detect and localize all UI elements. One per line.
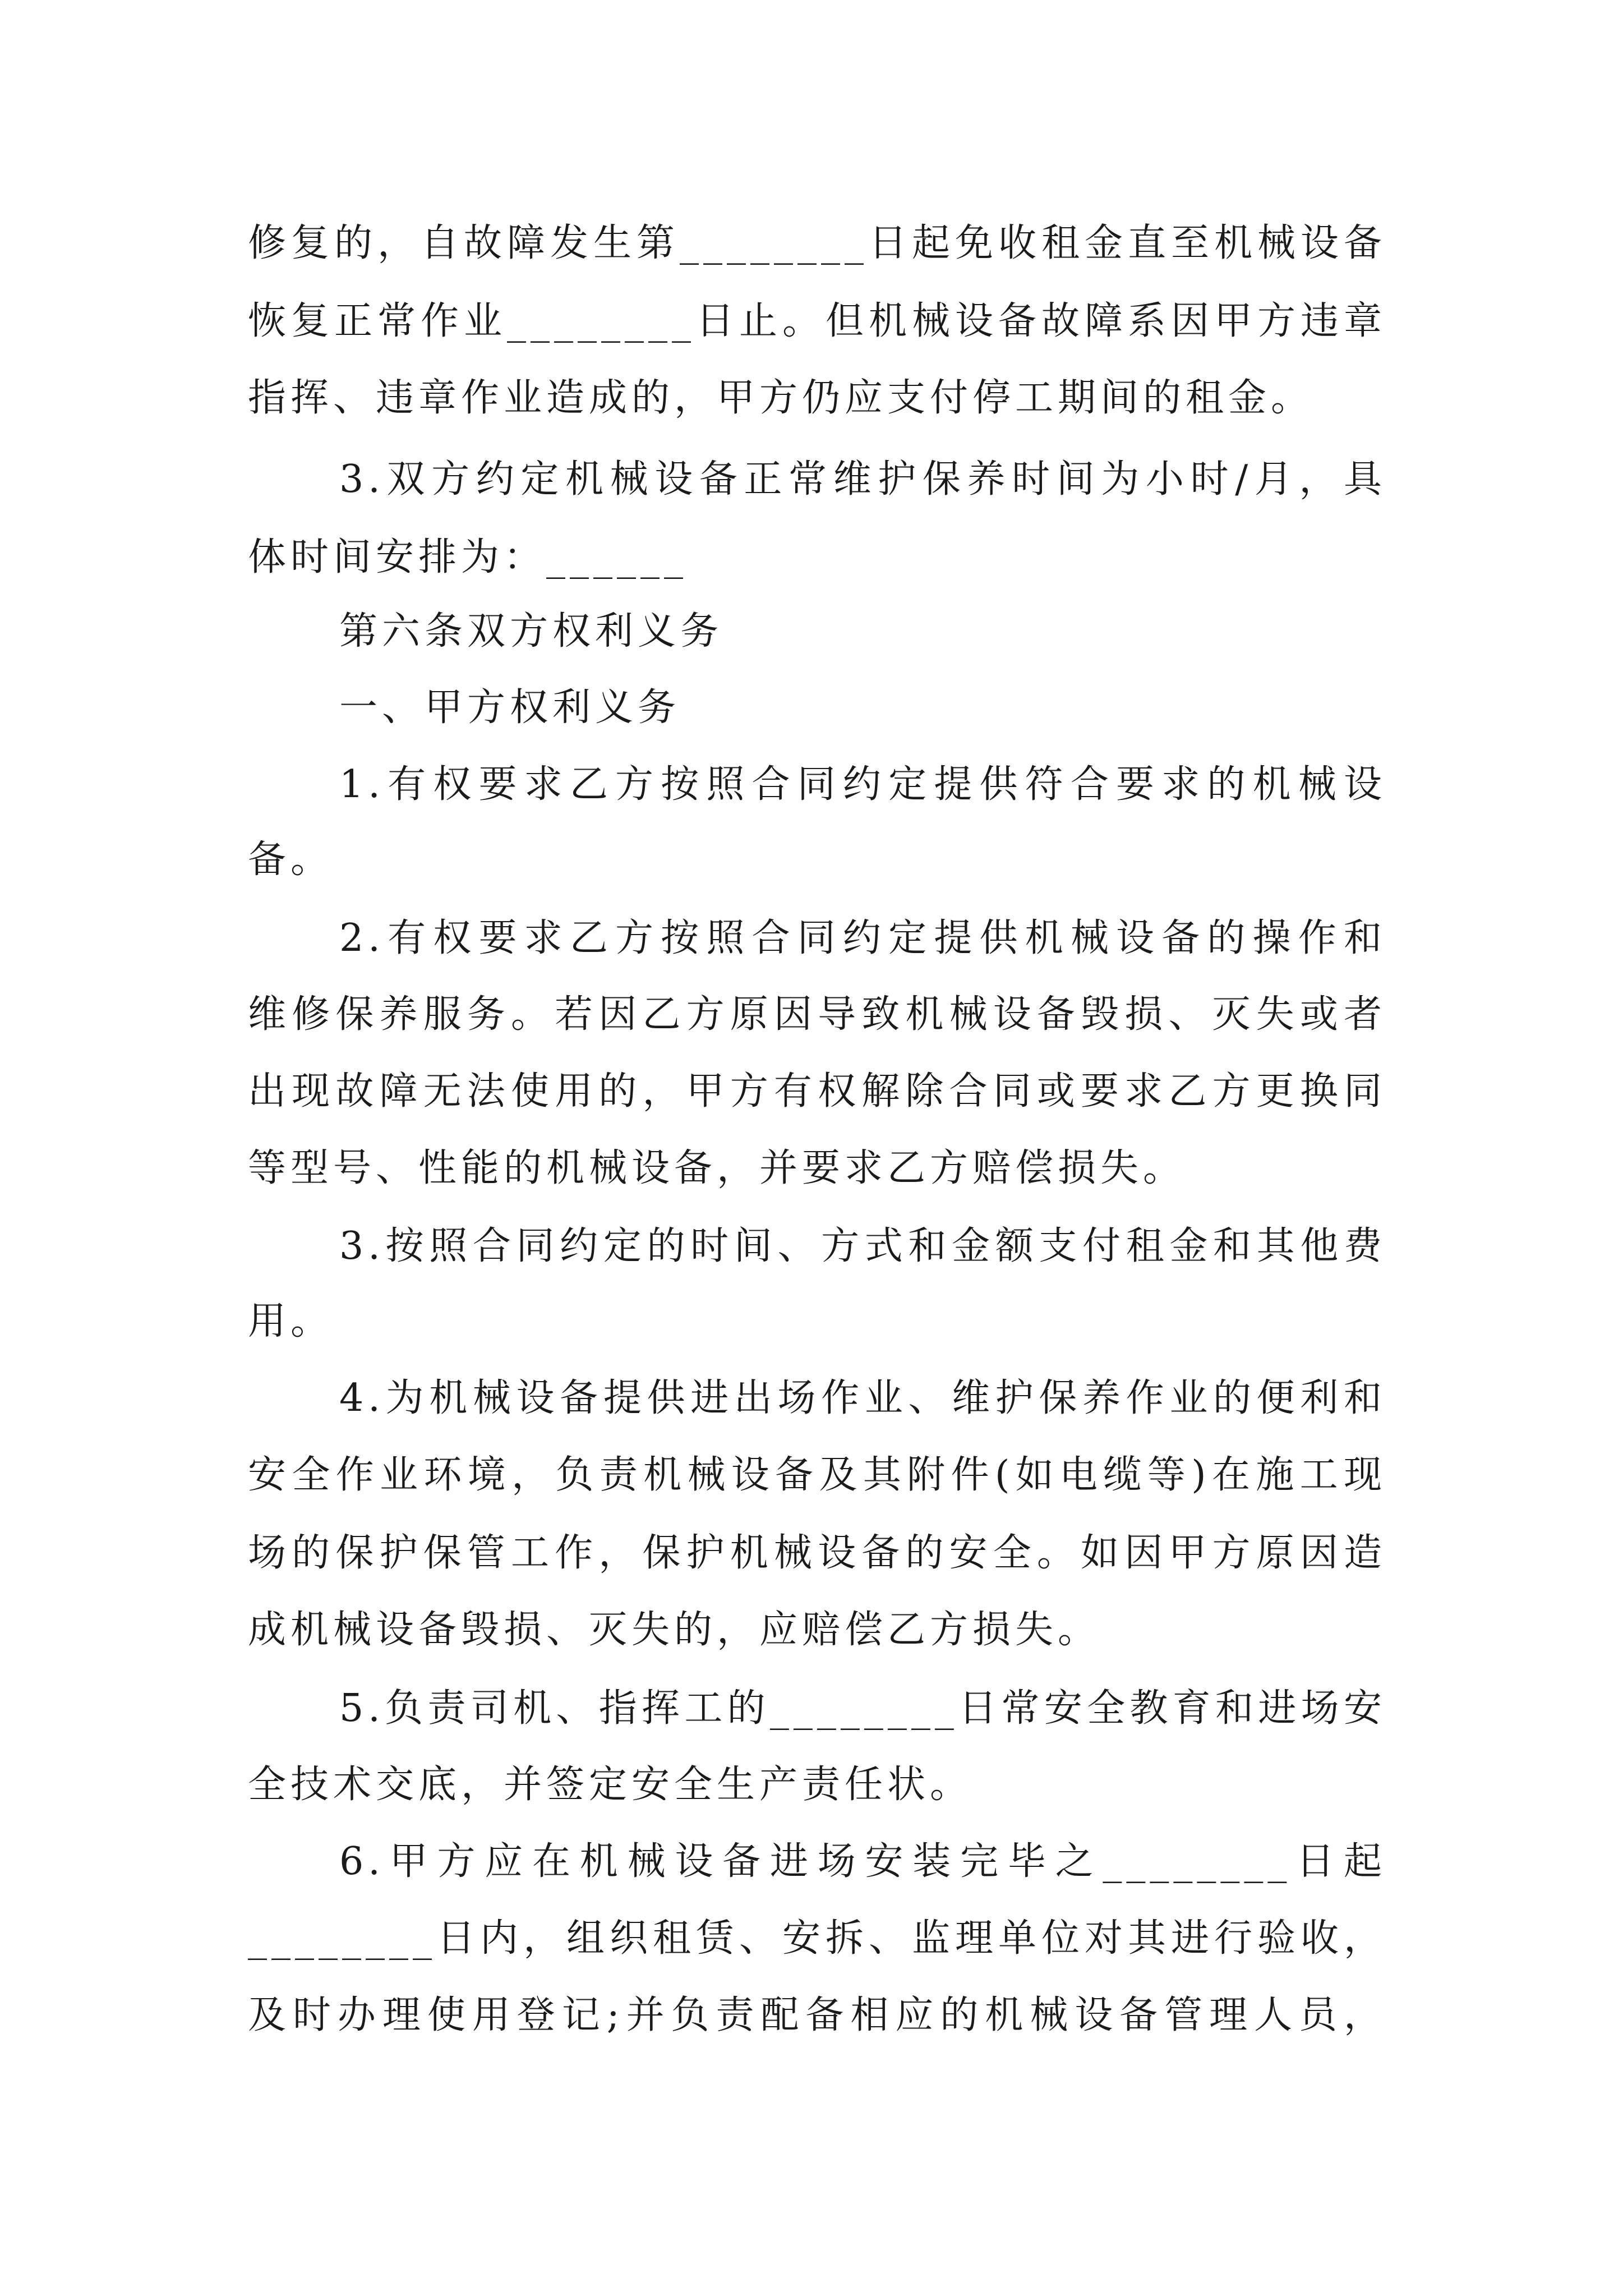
clause-2-line: 2.有权要求乙方按照合同约定提供机械设备的操作和 [339, 916, 1386, 960]
paragraph-line: 安全作业环境，负责机械设备及其附件(如电缆等)在施工现 [248, 1453, 1386, 1497]
clause-4-line: 4.为机械设备提供进出场作业、维护保养作业的便利和 [339, 1376, 1386, 1420]
clause-5-line: 5.负责司机、指挥工的________日常安全教育和进场安 [339, 1686, 1386, 1731]
clause-6-line: 6.甲方应在机械设备进场安装完毕之________日起 [339, 1839, 1386, 1884]
clause-3-line: 3.按照合同约定的时间、方式和金额支付租金和其他费 [339, 1224, 1386, 1268]
paragraph-line: 及时办理使用登记;并负责配备相应的机械设备管理人员， [248, 1993, 1386, 2037]
clause-3-line: 3.双方约定机械设备正常维护保养时间为小时/月，具 [339, 457, 1386, 501]
clause-1-line: 1.有权要求乙方按照合同约定提供符合要求的机械设 [339, 762, 1386, 807]
paragraph-line: 备。 [248, 838, 334, 882]
paragraph-line: 全技术交底，并签定安全生产责任状。 [248, 1763, 973, 1807]
paragraph-line: 维修保养服务。若因乙方原因导致机械设备毁损、灭失或者 [248, 992, 1386, 1037]
paragraph-line: ________日内，组织租赁、安拆、监理单位对其进行验收， [248, 1916, 1386, 1961]
paragraph-line: 场的保护保管工作，保护机械设备的安全。如因甲方原因造 [248, 1531, 1386, 1575]
section-heading: 一、甲方权利义务 [339, 685, 681, 730]
paragraph-line: 修复的，自故障发生第________日起免收租金直至机械设备 [248, 221, 1386, 265]
paragraph-line: 出现故障无法使用的，甲方有权解除合同或要求乙方更换同 [248, 1069, 1386, 1114]
paragraph-line: 用。 [248, 1299, 334, 1343]
paragraph-line: 恢复正常作业________日止。但机械设备故障系因甲方违章 [248, 299, 1386, 343]
article-heading: 第六条双方权利义务 [339, 609, 723, 654]
paragraph-line: 成机械设备毁损、灭失的，应赔偿乙方损失。 [248, 1608, 1101, 1652]
paragraph-line: 等型号、性能的机械设备，并要求乙方赔偿损失。 [248, 1146, 1186, 1190]
paragraph-line: 体时间安排为：______ [248, 535, 688, 579]
paragraph-line: 指挥、违章作业造成的，甲方仍应支付停工期间的租金。 [248, 376, 1314, 420]
